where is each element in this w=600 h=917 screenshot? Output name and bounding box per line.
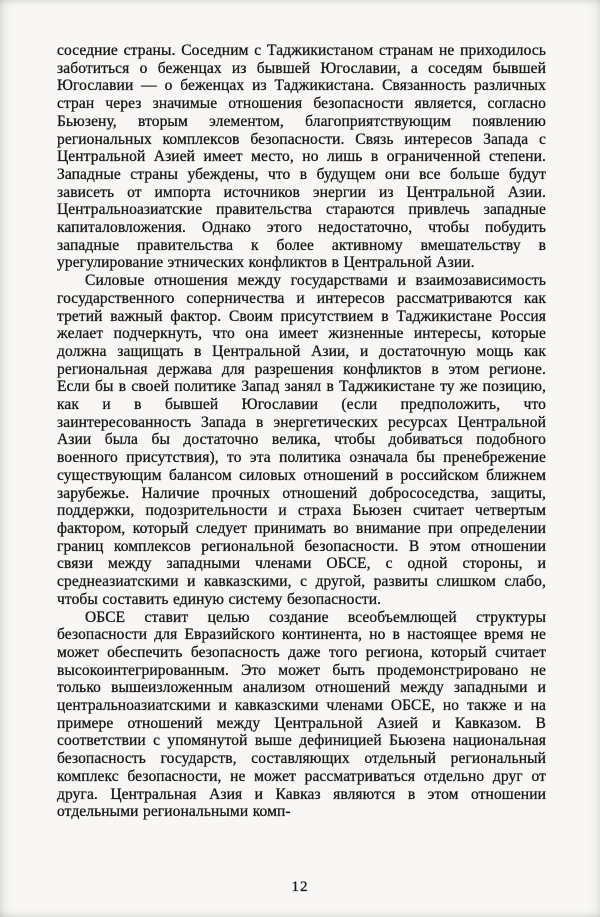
text-block [57,42,546,821]
paragraph: Силовые отношения между государствами и взаимозависимость государственного соперничества и интересов рассматриваются как третий важный фактор. Своим присутствием в Таджикистане Россия желает подчеркнуть, что она имеет жизненные интересы, которые должна защищать в Центральной Азии, и достаточную мощь как региональная держава для разрешения конфликтов в этом регионе. Если бы в своей политике Запад занял в Таджикистане ту же позицию, как и в бывшей Югославии (если предположить, что заинтересованность Запада в энергетических ресурсах Центральной Азии была бы достаточно велика, чтобы добиваться подобного военного присутствия), то эта политика означала бы пренебрежение существующим балансом силовых отношений в российском ближнем зарубежье. Наличие прочных отношений добрососедства, защиты, поддержки, подозрительности и страха Бьюзен считает четвертым фактором, который следует принимать во внимание при определении границ комплексов региональной безопасности. В этом отношении связи между западными членами ОБСЕ, с одной стороны, и среднеазиатскими и кавказскими, с другой, развиты слишком слабо, чтобы составить единую систему безопасности. [57,272,546,608]
page-number: 12 [291,879,309,895]
paragraph: ОБСЕ ставит целью создание всеобъемлющей структуры безопасности для Евразийского континента, но в настоящее время не может обеспечить безопасность даже того региона, который считает высокоинтегрированным. Это может быть продемонстрировано не только вышеизложенным анализом отношений между западными и центральноазиатскими и кавказскими членами ОБСЕ, но также и на примере отношений между Центральной Азией и Кавказом. В соответствии с упомянутой выше дефиницией Бьюзена национальная безопасность государств, составляющих отдельный региональный комплекс безопасности, не может рассматриваться отдельно друг от друга. Центральная Азия и Кавказ являются в этом отношении отдельными региональными комп- [57,608,546,821]
paragraph-continued: соседние страны. Соседним с Таджикистаном странам не приходилось заботиться о беженцах из бывшей Югославии, а соседям бывшей Югославии — о беженцах из Таджикистана. Связанность различных стран через значимые отношения безопасности является, согласно Бьюзену, вторым элементом, благоприятствующим появлению региональных комплексов безопасности. Связь интересов Запада с Центральной Азией имеет место, но лишь в ограниченной степени. Западные страны убеждены, что в будущем они все больше будут зависеть от импорта источников энергии из Центральной Азии. Центральноазиатские правительства стараются привлечь западные капиталовложения. Однако этого недостаточно, чтобы побудить западные правительства к более активному вмешательству в урегулирование этнических конфликтов в Центральной Азии. [57,42,546,272]
